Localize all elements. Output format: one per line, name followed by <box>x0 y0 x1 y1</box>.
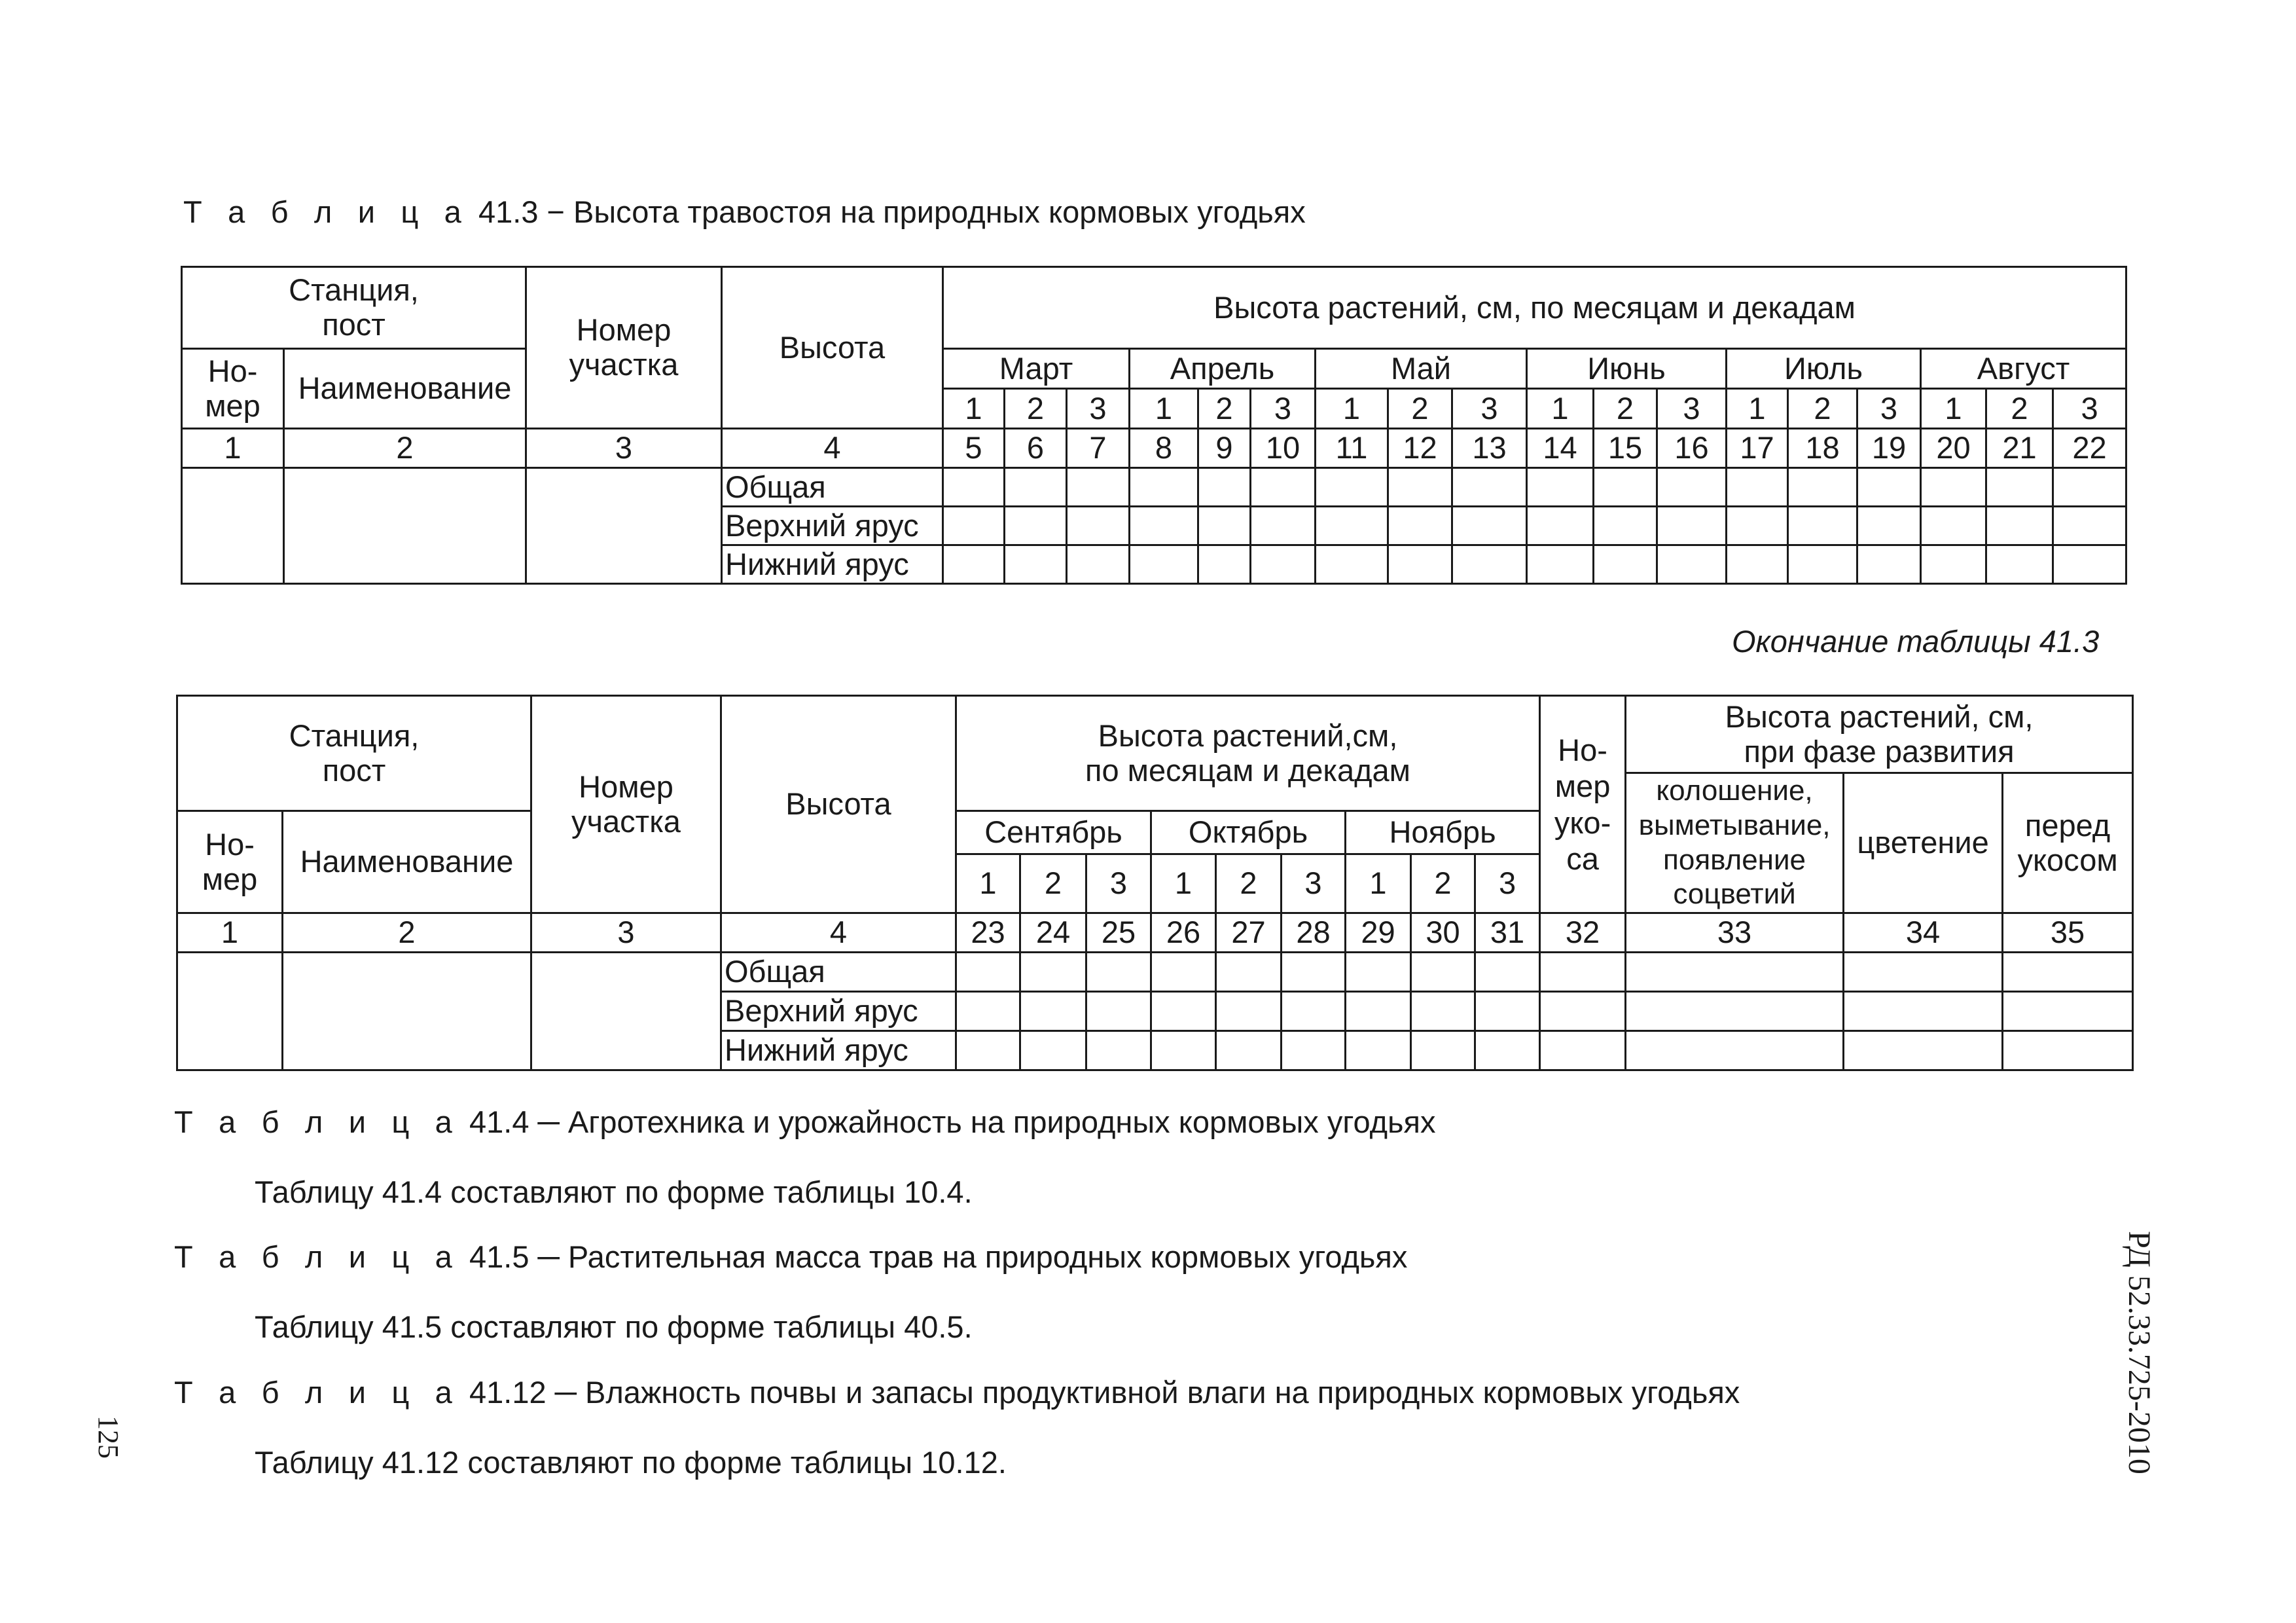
row-label: Общая <box>721 953 956 992</box>
caption-text: 41.12 ─ Влажность почвы и запасы продуктивной влаги на природных кормовых угодьях <box>469 1375 1740 1410</box>
col-number: 11 <box>1316 429 1388 468</box>
col-number: 15 <box>1594 429 1657 468</box>
col-number: 3 <box>531 913 721 953</box>
decade-header: 3 <box>1475 854 1540 913</box>
decade-header: 2 <box>1594 389 1657 429</box>
caption-prefix: Т а б л и ц а <box>174 1104 461 1139</box>
col-number: 31 <box>1475 913 1540 953</box>
decade-header: 2 <box>1788 389 1857 429</box>
decade-header: 1 <box>1921 389 1986 429</box>
month-header: Апрель <box>1130 349 1316 389</box>
col-number: 9 <box>1198 429 1251 468</box>
decade-header: 1 <box>943 389 1005 429</box>
height-header: Высота <box>721 696 956 913</box>
name-header: Наименование <box>283 811 531 913</box>
col-number: 13 <box>1452 429 1527 468</box>
table-row <box>177 953 2133 992</box>
col-number: 1 <box>182 429 284 468</box>
decade-header: 3 <box>1067 389 1130 429</box>
decade-header: 1 <box>1346 854 1411 913</box>
col-number: 1 <box>177 913 283 953</box>
col-number: 7 <box>1067 429 1130 468</box>
decade-header: 1 <box>1527 389 1594 429</box>
row-label: Нижний ярус <box>722 545 943 584</box>
month-header: Май <box>1316 349 1527 389</box>
caption-prefix: Т а б л и ц а <box>183 194 470 229</box>
col-number: 16 <box>1657 429 1727 468</box>
table-41-3 <box>181 266 2127 585</box>
decade-header: 3 <box>1452 389 1527 429</box>
empty-cell <box>182 468 284 584</box>
month-header: Июль <box>1727 349 1921 389</box>
col-number: 14 <box>1527 429 1594 468</box>
decade-header: 2 <box>1020 854 1086 913</box>
month-header: Март <box>943 349 1130 389</box>
month-header: Сентябрь <box>956 811 1151 854</box>
decade-header: 3 <box>1086 854 1151 913</box>
col-number: 21 <box>1986 429 2053 468</box>
caption-text: 41.4 ─ Агротехника и урожайность на природных кормовых угодьях <box>469 1104 1436 1139</box>
decade-header: 1 <box>1727 389 1788 429</box>
col-number: 5 <box>943 429 1005 468</box>
col-number: 28 <box>1282 913 1346 953</box>
col-number: 17 <box>1727 429 1788 468</box>
column-number-row <box>177 913 2133 953</box>
section-title <box>174 1106 1435 1137</box>
table-41-3-caption <box>183 196 1306 227</box>
column-number-row <box>182 429 2126 468</box>
row-label: Общая <box>722 468 943 507</box>
decade-header: 2 <box>1411 854 1475 913</box>
month-header: Ноябрь <box>1346 811 1540 854</box>
plant-heights-header: Высота растений,см, по месяцам и декадам <box>956 696 1540 811</box>
col-number: 23 <box>956 913 1020 953</box>
caption-text: 41.3 − Высота травостоя на природных кормовых угодьях <box>478 194 1306 229</box>
col-number: 32 <box>1540 913 1626 953</box>
number-header: Но- мер <box>182 349 284 429</box>
empty-cell <box>177 953 283 1070</box>
col-number: 24 <box>1020 913 1086 953</box>
empty-cell <box>526 468 722 584</box>
plot-number-header: Номер участка <box>531 696 721 913</box>
row-label: Нижний ярус <box>721 1031 956 1070</box>
decade-header: 1 <box>1130 389 1198 429</box>
caption-prefix: Т а б л и ц а <box>174 1239 461 1274</box>
section-body: Таблицу 41.12 составляют по форме таблицы 10.12. <box>255 1445 1007 1480</box>
col-number: 29 <box>1346 913 1411 953</box>
continuation-label: Окончание таблицы 41.3 <box>1732 624 2100 659</box>
decade-header: 2 <box>1216 854 1282 913</box>
month-header: Август <box>1921 349 2126 389</box>
row-label: Верхний ярус <box>721 992 956 1031</box>
col-number: 20 <box>1921 429 1986 468</box>
col-number: 4 <box>721 913 956 953</box>
phase-header: перед укосом <box>2003 773 2133 913</box>
page-number: 125 <box>92 1415 124 1459</box>
col-number: 35 <box>2003 913 2133 953</box>
col-number: 2 <box>284 429 526 468</box>
decade-header: 1 <box>956 854 1020 913</box>
month-header: Октябрь <box>1151 811 1346 854</box>
decade-header: 1 <box>1151 854 1216 913</box>
phase-header: колошение, выметывание, появление соцветий <box>1626 773 1844 913</box>
height-header: Высота <box>722 267 943 429</box>
col-number: 18 <box>1788 429 1857 468</box>
col-number: 26 <box>1151 913 1216 953</box>
col-number: 33 <box>1626 913 1844 953</box>
row-label: Верхний ярус <box>722 507 943 545</box>
document-code: РД 52.33.725-2010 <box>2122 1231 2157 1474</box>
decade-header: 3 <box>1282 854 1346 913</box>
phase-header: цветение <box>1844 773 2003 913</box>
plot-number-header: Номер участка <box>526 267 722 429</box>
empty-cell <box>283 953 531 1070</box>
decade-header: 3 <box>1857 389 1921 429</box>
month-header: Июнь <box>1527 349 1727 389</box>
decade-header: 3 <box>1251 389 1316 429</box>
plant-heights-header: Высота растений, см, по месяцам и декадам <box>943 267 2126 349</box>
decade-header: 3 <box>1657 389 1727 429</box>
decade-header: 3 <box>2053 389 2126 429</box>
col-number: 12 <box>1388 429 1452 468</box>
station-header: Станция, пост <box>177 696 531 811</box>
number-header: Но- мер <box>177 811 283 913</box>
col-number: 3 <box>526 429 722 468</box>
section-title <box>174 1377 1740 1408</box>
col-number: 10 <box>1251 429 1316 468</box>
decade-header: 2 <box>1005 389 1067 429</box>
col-number: 6 <box>1005 429 1067 468</box>
col-number: 22 <box>2053 429 2126 468</box>
col-number: 2 <box>283 913 531 953</box>
col-number: 27 <box>1216 913 1282 953</box>
col-number: 30 <box>1411 913 1475 953</box>
col-number: 25 <box>1086 913 1151 953</box>
col-number: 34 <box>1844 913 2003 953</box>
col-number: 19 <box>1857 429 1921 468</box>
section-body: Таблицу 41.4 составляют по форме таблицы 10.4. <box>255 1175 973 1209</box>
name-header: Наименование <box>284 349 526 429</box>
decade-header: 2 <box>1198 389 1251 429</box>
empty-cell <box>531 953 721 1070</box>
decade-header: 1 <box>1316 389 1388 429</box>
phase-heights-header: Высота растений, см, при фазе развития <box>1626 696 2133 773</box>
mowing-number-header: Но- мер уко- са <box>1540 696 1626 913</box>
col-number: 4 <box>722 429 943 468</box>
station-header: Станция, пост <box>182 267 526 349</box>
caption-prefix: Т а б л и ц а <box>174 1375 461 1410</box>
section-title <box>174 1241 1407 1272</box>
section-body: Таблицу 41.5 составляют по форме таблицы 40.5. <box>255 1309 973 1344</box>
empty-cell <box>284 468 526 584</box>
table-row <box>182 468 2126 507</box>
table-41-3-continuation <box>176 695 2134 1071</box>
col-number: 8 <box>1130 429 1198 468</box>
decade-header: 2 <box>1388 389 1452 429</box>
caption-text: 41.5 ─ Растительная масса трав на природных кормовых угодьях <box>469 1239 1408 1274</box>
decade-header: 2 <box>1986 389 2053 429</box>
